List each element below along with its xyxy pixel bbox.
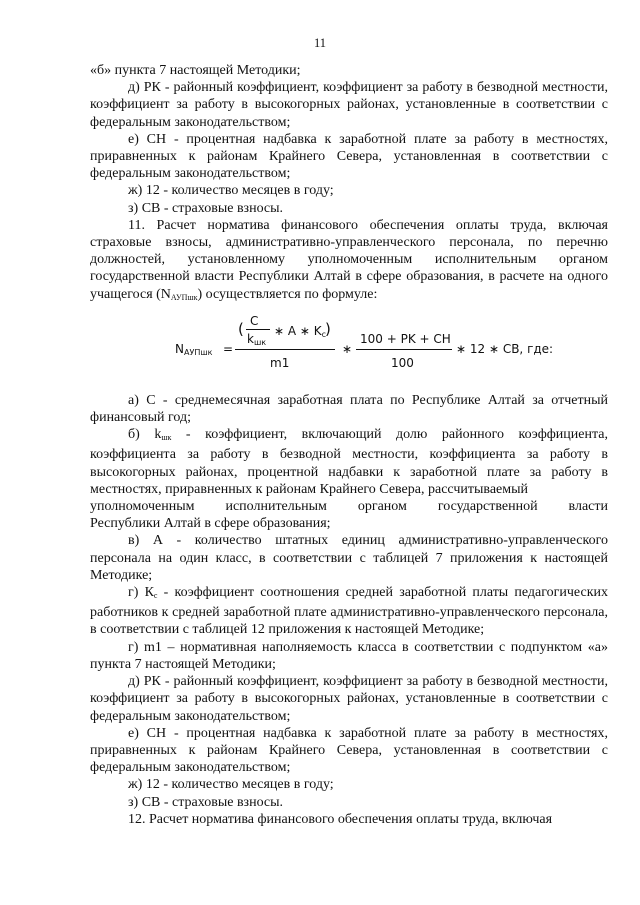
list-item-b-end: Республики Алтай в сфере образования;	[90, 516, 331, 532]
paragraph: е) СН - процентная надбавка к заработной плате за работу в местностях, приравненных к районам Крайнего Севера, установленная в соответствии с федеральным законодательством;	[90, 131, 608, 182]
formula	[90, 312, 608, 382]
formula-denominator-2: 100	[391, 355, 414, 370]
paragraph-11: 11. Расчет норматива финансового обеспечения оплаты труда, включая страховые взносы, административно-управленческого персонала, по перечню должностей, установленному уполномоченным исполнительным органом государственной власти Республики Алтай в сфере образования, в расчете на одного учащегося $(N_{АУПшк})$ осуществляется по формуле:	[90, 217, 608, 302]
paragraph-12: 12. Расчет норматива финансового обеспечения оплаты труда, включая	[128, 811, 553, 827]
formula-denominator-1: m1	[270, 355, 290, 370]
formula-tail: ∗ 12 ∗ CB, где:	[456, 341, 554, 356]
formula-mid: ∗ A ∗ $K_c$	[274, 323, 327, 339]
formula-c: C	[250, 313, 259, 328]
list-item-a: а) С - среднемесячная заработная плата по Республике Алтай за отчетный финансовый год;	[90, 392, 608, 426]
formula-k: $k_{шк}$	[247, 331, 267, 347]
formula-fraction-line-2	[356, 349, 452, 350]
formula-close-paren: )	[325, 319, 331, 338]
document-body	[90, 62, 608, 828]
list-item-b: б) $k_{шк}$ - коэффициент, включающий долю районного коэффициента, коэффициента за работу в безводной местности, коэффициента за работу в высокогорных районах, процентной надбавки к заработной плате за работу в местностях, приравненных к районам Крайнего Севера, рассчитываемый	[90, 427, 608, 497]
formula-fraction-line-1	[235, 349, 335, 350]
list-item-g: г) $К_с$ - коэффициент соотношения средней заработной платы педагогических работников к средней заработной плате административно-управленческого персонала, в соответствии с таблицей 12 приложения к настоящей Методике;	[90, 585, 608, 638]
list-item-d: д) РК - районный коэффициент, коэффициент за работу в безводной местности, коэффициент за работу в высокогорных районах, установленные в соответствии с федеральным законодательством;	[90, 674, 608, 724]
formula-lhs: $N_{АУПшк}$	[175, 341, 213, 357]
list-item-zh: ж) 12 - количество месяцев в году;	[128, 777, 334, 793]
formula-open-paren: (	[238, 319, 244, 338]
list-item-e: е) СН - процентная надбавка к заработной плате за работу в местностях, приравненных к районам Крайнего Севера, установленная в соответствии с федеральным законодательством;	[90, 725, 608, 776]
paragraph: «б» пункта 7 настоящей Методики;	[90, 63, 301, 78]
formula-equals: =	[223, 341, 234, 356]
list-item-z: з) СВ - страховые взносы.	[128, 794, 284, 810]
formula-numerator-2: 100 + PK + CH	[360, 331, 451, 346]
list-item-g2: г) m1 – нормативная наполняемость класса в соответствии с подпунктом «а» пункта 7 настоящей Методики;	[90, 639, 608, 672]
paragraph: д) РК - районный коэффициент, коэффициент за работу в безводной местности, коэффициент за работу в высокогорных районах, установленные в соответствии с федеральным законодательством;	[90, 80, 608, 130]
paragraph: з) СВ - страховые взносы.	[128, 200, 284, 216]
formula-inner-fraction-line	[246, 329, 270, 330]
list-item-b-line: уполномоченным исполнительным органом государственной власти	[90, 499, 608, 515]
paragraph: ж) 12 - количество месяцев в году;	[128, 183, 334, 199]
page-number: 11	[313, 36, 327, 50]
formula-times: ∗	[342, 341, 353, 356]
list-item-v: в) А - количество штатных единиц административно-управленческого персонала на один класс, в соответствии с таблицей 7 приложения к настоящей Методике;	[90, 533, 608, 583]
